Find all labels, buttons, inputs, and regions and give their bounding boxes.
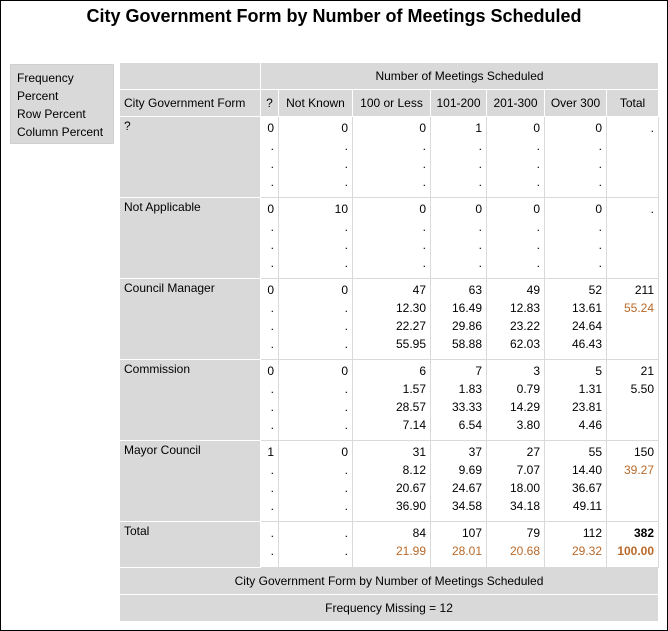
column-header-row — [120, 90, 659, 117]
row-total-cell: 150 39.27 — [607, 441, 659, 522]
total-cell: 107 28.01 — [431, 522, 487, 568]
col-header: 101-200 — [431, 90, 487, 117]
table-cell: 27 7.07 18.00 34.18 — [487, 441, 545, 522]
col-header: ? — [261, 90, 279, 117]
table-cell: 0 . . . — [279, 360, 353, 441]
table-cell: 0 . . . — [261, 117, 279, 198]
table-cell: 1 . . . — [431, 117, 487, 198]
footer-missing: Frequency Missing = 12 — [120, 595, 659, 622]
row-total-cell: 211 55.24 — [607, 279, 659, 360]
table-row — [120, 198, 659, 279]
table-cell: 49 12.83 23.22 62.03 — [487, 279, 545, 360]
table-cell: 3 0.79 14.29 3.80 — [487, 360, 545, 441]
crosstab-table — [119, 62, 659, 622]
table-cell: 0 . . . — [487, 198, 545, 279]
table-cell: 0 . . . — [261, 279, 279, 360]
table-cell: 0 . . . — [261, 360, 279, 441]
col-header: 100 or Less — [353, 90, 431, 117]
table-row — [120, 360, 659, 441]
table-cell: 52 13.61 24.64 46.43 — [545, 279, 607, 360]
row-label: Total — [120, 522, 261, 568]
row-total-cell: . — [607, 117, 659, 198]
column-spanner: Number of Meetings Scheduled — [261, 63, 659, 90]
footer-title: City Government Form by Number of Meetings Scheduled — [120, 568, 659, 595]
table-cell: 5 1.31 23.81 4.46 — [545, 360, 607, 441]
row-label: Mayor Council — [120, 441, 261, 522]
grand-total-cell: 382 100.00 — [607, 522, 659, 568]
table-cell: 0 . . . — [545, 198, 607, 279]
table-cell: 0 . . . — [353, 198, 431, 279]
key-percent: Percent — [17, 89, 59, 103]
col-header: 201-300 — [487, 90, 545, 117]
cell-contents-key — [10, 64, 114, 144]
col-header: Total — [607, 90, 659, 117]
table-cell: 1 . . . — [261, 441, 279, 522]
table-cell: 37 9.69 24.67 34.58 — [431, 441, 487, 522]
table-cell: 55 14.40 36.67 49.11 — [545, 441, 607, 522]
total-cell: 112 29.32 — [545, 522, 607, 568]
key-row-percent: Row Percent — [17, 107, 86, 121]
key-column-percent: Column Percent — [17, 125, 104, 139]
row-label: Not Applicable — [120, 198, 261, 279]
table-row — [120, 279, 659, 360]
table-cell: 0 . . . — [545, 117, 607, 198]
table-cell: 10 . . . — [279, 198, 353, 279]
row-variable-label: City Government Form — [120, 90, 261, 117]
table-cell: 0 . . . — [279, 279, 353, 360]
table-cell: 47 12.30 22.27 55.95 — [353, 279, 431, 360]
table-cell: 0 . . . — [261, 198, 279, 279]
table-cell: 6 1.57 28.57 7.14 — [353, 360, 431, 441]
row-total-cell: 21 5.50 — [607, 360, 659, 441]
total-row — [120, 522, 659, 568]
table-cell: 0 . . . — [279, 441, 353, 522]
table-cell: 0 . . . — [487, 117, 545, 198]
table-row — [120, 117, 659, 198]
table-cell: 0 . . . — [431, 198, 487, 279]
row-label: Council Manager — [120, 279, 261, 360]
key-frequency: Frequency — [17, 71, 74, 85]
table-cell: 31 8.12 20.67 36.90 — [353, 441, 431, 522]
table-cell: 0 . . . — [353, 117, 431, 198]
table-cell: 7 1.83 33.33 6.54 — [431, 360, 487, 441]
total-cell: . . — [279, 522, 353, 568]
total-cell: 84 21.99 — [353, 522, 431, 568]
col-header: Over 300 — [545, 90, 607, 117]
table-cell: 0 . . . — [279, 117, 353, 198]
total-cell: 79 20.68 — [487, 522, 545, 568]
table-cell: 63 16.49 29.86 58.88 — [431, 279, 487, 360]
row-total-cell: . — [607, 198, 659, 279]
row-label: ? — [120, 117, 261, 198]
corner-cell — [120, 63, 261, 90]
col-header: Not Known — [279, 90, 353, 117]
total-cell: . . — [261, 522, 279, 568]
row-label: Commission — [120, 360, 261, 441]
report-title: City Government Form by Number of Meetings Scheduled — [86, 6, 582, 26]
table-row — [120, 441, 659, 522]
